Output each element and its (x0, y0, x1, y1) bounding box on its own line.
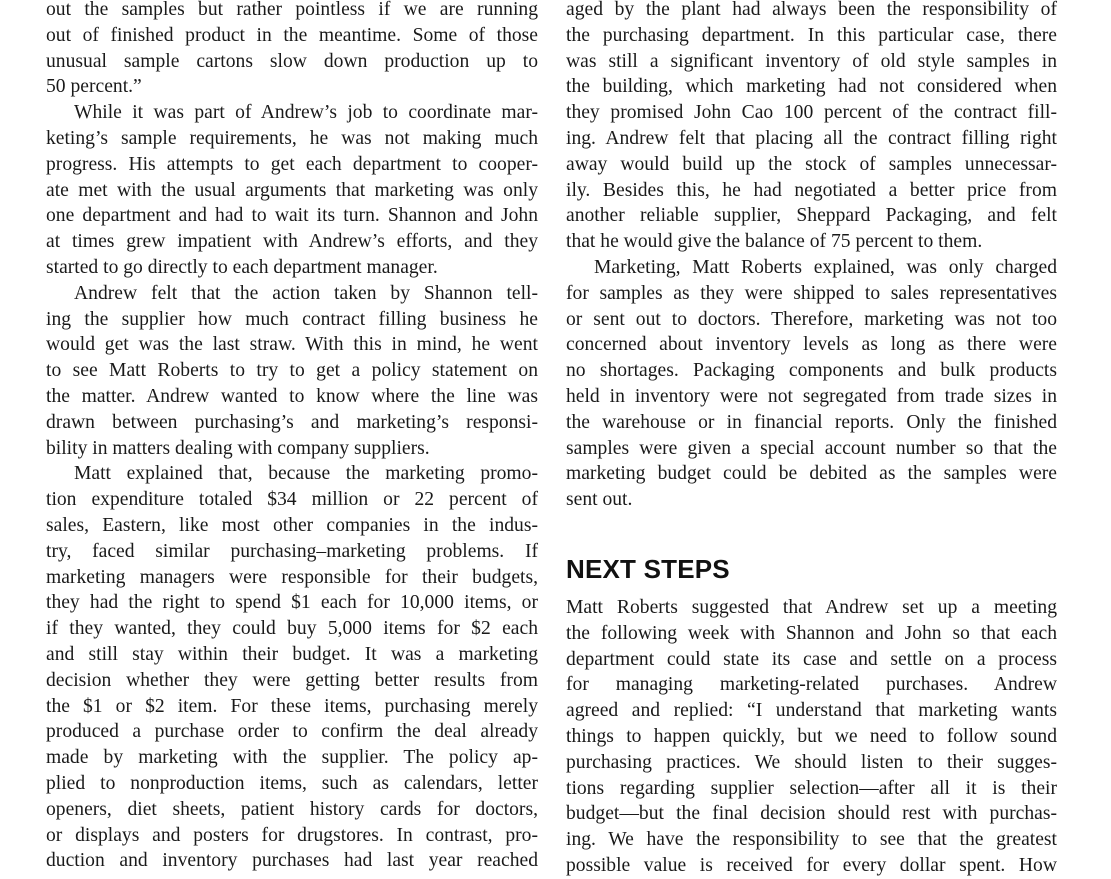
text-line: for managing marketing-related purchases. Andrew (566, 674, 1057, 696)
text-line: the $1 or $2 item. For these items, purchasing merely (46, 695, 538, 717)
text-line: out of finished product in the meantime. Some of those (46, 24, 538, 46)
text-line: 50 percent.” (46, 76, 142, 98)
text-line: duction and inventory purchases had last year reached (46, 850, 538, 872)
text-line: department could state its case and settle on a process (566, 648, 1057, 670)
text-line: concerned about inventory levels as long as there were (566, 334, 1057, 356)
text-line: held in inventory were not segregated from trade sizes in (566, 385, 1057, 407)
text-line: ing the supplier how much contract filling business he (46, 308, 538, 330)
text-line: keting’s sample requirements, he was not making much (46, 127, 538, 149)
text-line: the building, which marketing had not considered when (566, 76, 1057, 98)
text-line: While it was part of Andrew’s job to coordinate mar- (74, 102, 538, 124)
text-line: ing. We have the responsibility to see that the greatest (566, 829, 1057, 851)
text-line: started to go directly to each department manager. (46, 256, 438, 278)
text-line: another reliable supplier, Sheppard Packaging, and felt (566, 205, 1057, 227)
text-line: sales, Eastern, like most other companies in the indus- (46, 514, 538, 536)
text-line: to see Matt Roberts to try to get a policy statement on (46, 360, 538, 382)
text-line: drawn between purchasing’s and marketing’s responsi- (46, 411, 538, 433)
text-line: if they wanted, they could buy 5,000 items for $2 each (46, 618, 538, 640)
text-line: for samples as they were shipped to sales representatives (566, 282, 1057, 304)
text-line: one department and had to wait its turn. Shannon and John (46, 205, 538, 227)
text-line: Matt explained that, because the marketing promo- (74, 463, 538, 485)
text-line: ily. Besides this, he had negotiated a better price from (566, 179, 1057, 201)
text-line: away would build up the stock of samples unnecessar- (566, 153, 1057, 175)
text-line: plied to nonproduction items, such as calendars, letter (46, 772, 538, 794)
text-line: aged by the plant had always been the responsibility of (566, 0, 1057, 20)
text-line: tions regarding supplier selection—after all it is their (566, 777, 1057, 799)
text-line: sent out. (566, 489, 633, 511)
text-line: tion expenditure totaled $34 million or 22 percent of (46, 489, 538, 511)
text-line: no shortages. Packaging components and bulk products (566, 360, 1057, 382)
right-column-top-text (566, 0, 1057, 513)
text-line: out the samples but rather pointless if we are running (46, 0, 538, 20)
text-line: or displays and posters for drugstores. In contrast, pro- (46, 824, 538, 846)
text-line: ing. Andrew felt that placing all the contract filling right (566, 127, 1057, 149)
text-line: they promised John Cao 100 percent of the contract fill- (566, 102, 1057, 124)
text-line: produced a purchase order to confirm the deal already (46, 721, 538, 743)
text-line: the purchasing department. In this particular case, there (566, 24, 1057, 46)
text-line: decision whether they were getting better results from (46, 669, 538, 691)
text-line: progress. His attempts to get each department to cooper- (46, 153, 538, 175)
text-line: things to happen quickly, but we need to follow sound (566, 725, 1057, 747)
text-line: Andrew felt that the action taken by Shannon tell- (74, 282, 538, 304)
right-column-bottom-text (566, 595, 1057, 879)
text-line: Marketing, Matt Roberts explained, was only charged (594, 256, 1057, 278)
text-line: possible value is received for every dollar spent. How (566, 854, 1057, 876)
text-line: purchasing practices. We should listen to their sugges- (566, 751, 1057, 773)
text-line: that he would give the balance of 75 percent to them. (566, 231, 983, 253)
text-line: openers, diet sheets, patient history cards for doctors, (46, 798, 538, 820)
text-line: unusual sample cartons slow down production up to (46, 50, 538, 72)
text-line: would get was the last straw. With this in mind, he went (46, 334, 538, 356)
text-line: ate met with the usual arguments that marketing was only (46, 179, 538, 201)
text-line: budget—but the final decision should rest with purchas- (566, 803, 1057, 825)
text-line: marketing budget could be debited as the samples were (566, 463, 1057, 485)
text-line: agreed and replied: “I understand that marketing wants (566, 700, 1057, 722)
text-line: the following week with Shannon and John so that each (566, 622, 1057, 644)
text-line: was still a significant inventory of old style samples in (566, 50, 1057, 72)
text-line: Matt Roberts suggested that Andrew set up a meeting (566, 596, 1057, 618)
text-line: samples were given a special account number so that the (566, 437, 1057, 459)
right-column (566, 0, 1057, 879)
text-line: try, faced similar purchasing–marketing problems. If (46, 540, 538, 562)
section-spacer (566, 513, 1057, 553)
text-line: marketing managers were responsible for their budgets, (46, 566, 538, 588)
text-line: the warehouse or in financial reports. Only the finished (566, 411, 1057, 433)
section-heading: NEXT STEPS (566, 553, 730, 584)
text-line: made by marketing with the supplier. The policy ap- (46, 747, 538, 769)
text-line: and still stay within their budget. It was a marketing (46, 643, 538, 665)
text-line: at times grew impatient with Andrew’s efforts, and they (46, 231, 538, 253)
text-line: bility in matters dealing with company suppliers. (46, 437, 430, 459)
left-column (46, 0, 538, 874)
text-line: they had the right to spend $1 each for 10,000 items, or (46, 592, 538, 614)
text-line: or sent out to doctors. Therefore, marketing was not too (566, 308, 1057, 330)
text-line: the matter. Andrew wanted to know where the line was (46, 385, 538, 407)
